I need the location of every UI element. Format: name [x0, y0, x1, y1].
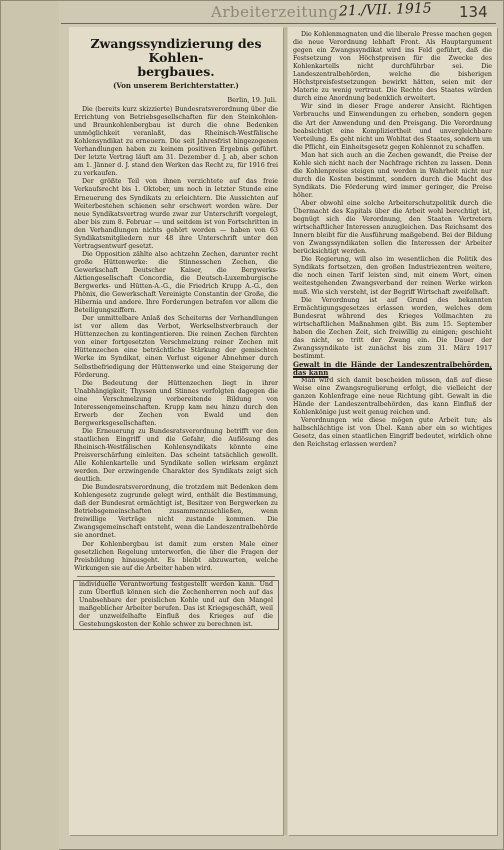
- paragraph: Man wird sich damit bescheiden müssen, daß auf diese Weise eine Zwangsregulierung erfolgt, die vielleicht der ganzen Kohlenfrage eine neue Richtung gibt. Gewalt in die Hände der Landeszentralbehörden, das kann Einfluß der Kohlenkönige just weit genug reichen und.: [293, 377, 492, 417]
- paragraph: Die Bedeutung der Hüttenzechen liegt in ihrer Unabhängigkeit; Thyssen und Stinnes verfolgten dagegen die eine Verschmelzung vorbereitende Bildung von Interessengemeinschaften. Krupp kam neu hinzu durch den Erwerb der Zechen von Ewald und den Bergwerksgesellschaften.: [74, 379, 278, 427]
- right-column: [288, 27, 497, 835]
- page-margin: [1, 1, 59, 850]
- paragraph: Die Kohlenmagnaten und die liberale Presse machen gegen die neue Verordnung lebhaft Front. Als Hauptargument gegen ein Zwangssyndikat wird ins Feld geführt, daß die Festsetzung von Höchstpreisen für die Zwecke des Kohlenkartells nicht durchführbar sei. Die Landeszentralbehörden, welche die bisherigen Höchstpreisfestsetzungen bewirkt hätten, seien mit der Materie zu wenig vertraut. Die Rechte des Staates würden durch eine Anordnung bedenklich erweitert.: [293, 31, 492, 103]
- paragraph: Verordnungen wie diese mögen gute Arbeit tun; als halbschlächtige ist von Übel. Kann aber ein so wichtiges Gesetz, das einen staatlichen Eingriff bedeutet, wirklich ohne den Reichstag erlassen werden?: [293, 417, 492, 449]
- paragraph: Der größte Teil von ihnen verzichtete auf das freie Verkaufsrecht bis 1. Oktober, um noch in letzter Stunde eine Erneuerung des Syndikats zu erleichtern. Die Aussichten auf Weiterbestehen schienen sehr erschwert worden wäre. Der neue Syndikatsvertrag wurde zwar zur Unterschrift vorgelegt, aber bis zum 8. Februar — und seitdem ist von Fortschritten in den Verhandlungen nichts gehört worden — haben von 63 Syndikatsmitgliedern nur 48 ihre Unterschrift unter den Vertragsentwurf gesetzt.: [74, 178, 278, 250]
- divider: [77, 576, 275, 577]
- title-line-1: Zwangssyndizierung des Kohlen-: [90, 36, 262, 65]
- marked-passage: [73, 580, 279, 630]
- paragraph: Man hat sich auch an die Zechen gewandt, die Preise der Kohle sich nicht nach der Nachfrage richten zu lassen. Denn die Kohlenpreise steigen und werden in Wahrheit nicht nur durch die Kosten bestimmt, sondern durch die Macht des Syndikats. Die Förderung wird immer geringer, die Preise höher.: [293, 151, 492, 199]
- article-title: [69, 27, 283, 79]
- byline: (Von unserem Berichterstatter.): [113, 81, 239, 90]
- boxed-note-text: individuelle Verantwortung festgestellt werden kann. Und zum Überfluß können sich die Zechenherren noch auf das Unabsehbare der preislichen Kohle und auf den Mangel maßgeblicher Arbeiter berufen. Das ist Kriegsgeschäft, weil der unzweifelhafte Einfluß des Krieges auf die Gestehungskosten der Kohle schwer zu berechnen ist.: [79, 580, 273, 628]
- underlined-phrase: Gewalt in die Hände der Landeszentralbehörden, das kann: [293, 359, 492, 377]
- handwritten-date: 21./VII. 1915: [338, 0, 432, 20]
- paragraph: Die Verordnung ist auf Grund des bekannten Ermächtigungsgesetzes erlassen worden, welches dem Bundesrat während des Krieges Vollmachten zu wirtschaftlichen Maßnahmen gibt. Bis zum 15. September haben die Zechen Zeit, sich freiwillig zu einigen; geschieht das nicht, so tritt der Zwang ein. Die Dauer der Zwangssyndikate ist zunächst bis zum 31. März 1917 bestimmt.: [293, 296, 492, 360]
- header-rule: [61, 23, 496, 24]
- page-header: [61, 0, 501, 23]
- left-body-text: [69, 106, 283, 573]
- right-body-text: [288, 27, 497, 449]
- fold-line: [284, 27, 287, 835]
- paragraph: Wir sind in dieser Frage anderer Ansicht. Richtigen Verbrauchs und Einwendungen zu erheben, sondern gegen die Art der Anwendung und den Preisgang. Die Verordnung beabsichtigt eine Kompliziertheit und unvergleichbare Verteilung. Es geht nicht um Wohltat des Staates, sondern um die Pflicht, ein Einheitsgesetz gegen Kohlennot zu schaffen.: [293, 103, 493, 151]
- paragraph: Die Erneuerung zu Bundesratsverordnung betrifft vor den staatlichen Eingriff und die Gefahr, die Auflösung des Rheinisch-Westfälischen Kohlensyndikats könnte eine Preisverschärfung einleiten. Das scheint tatsächlich gewollt. Alle Kohlenkartelle und Syndikate sollen wirksam ergänzt werden. Der erzwingende Charakter des Syndikats zeigt sich deutlich.: [74, 427, 278, 484]
- left-column: [69, 27, 283, 835]
- paragraph: Der unmittelbare Anlaß des Scheiterns der Verhandlungen ist vor allem das Verbot, Werkselbstverbrauch der Hüttenzechen zu kontingentieren. Die reinen Zechen fürchten von einer fortgesetzten Verschmelzung reiner Zechen mit Hüttenzechen eine beträchtliche Stärkung der gemischten Werke im Syndikat, einen Verlust eigener Abnehmer durch Selbstbefriedigung der Hüttenwerke und eine Steigerung der Förderung.: [74, 315, 278, 379]
- paragraph: Die (bereits kurz skizzierte) Bundesratsverordnung über die Errichtung von Betriebsgesellschaften für den Steinkohlen- und Braunkohlenbergbau ist durch die ohne Bedenken unmöglichkeit veranlaßt, das Rheinisch-Westfälische Kohlensyndikat zu erneuern. Die seit Jahresfrist hingezogenen Verhandlungen haben zu keinem positiven Ergebnis geführt. Der letzte Vertrag läuft am 31. Dezember d. J. ab, aber schon am 1. Jänner d. J. stand den Werken das Recht zu, für 1916 frei zu verkaufen.: [74, 106, 278, 178]
- paragraph: Aber obwohl eine solche Arbeiterschutzpolitik durch die Übermacht des Kapitals über die Arbeit wohl berechtigt ist, begnügt sich die Verordnung, den Staaten Vertretern wirtschaftlicher Interessen anzugleichen. Das Reichsamt des Innern bleibt für die Ausführung maßgebend. Bei der Bildung von Zwangssyndikaten sollen die Interessen der Arbeiter berücksichtigt werden.: [293, 199, 492, 256]
- paragraph: Die Regierung, will also im wesentlichen die Politik des Syndikats fortsetzen, den großen Industriezentren weitere, die noch einen Tarif leisten sind, mit einem Wort, einen weitestgehenden Zwangsverband der reinen Werke wirken muß. Wie sich versteht, ist der Begriff Wirtschaft zweifelhaft.: [293, 256, 492, 296]
- title-line-2: bergbaues.: [137, 64, 215, 79]
- dateline: Berlin, 19. Juli.: [227, 96, 277, 104]
- paragraph: Der Kohlenbergbau ist damit zum ersten Male einer gesetzlichen Regelung unterworfen, die über die Fragen der Preisbildung hinausgeht. Es bleibt abzuwarten, welche Wirkungen sie auf die Arbeiter haben wird.: [74, 540, 278, 572]
- paragraph: Die Bundesratsverordnung, die trotzdem mit Bedenken dem Kohlengesetz zugrunde gelegt wird, enthält die Bestimmung, daß der Bundesrat ermächtigt ist, Besitzer von Bergwerken zu Betriebsgemeinschaften zusammenzuschließen, wenn freiwillige Verträge nicht zustande kommen. Die Zwangsgemeinschaft entsteht, wenn die Landeszentralbehörde sie anordnet.: [74, 484, 278, 540]
- newspaper-name: Arbeiterzeitung: [211, 3, 339, 21]
- folio-number: 134: [459, 3, 488, 21]
- paragraph: Die Opposition zählte also achtzehn Zechen, darunter recht große Hüttenwerke: die Stinnesschen Zechen, die Gewerkschaft Deutscher Kaiser, die Bergwerks-Aktiengesellschaft Concordia, die Deutsch-Luxemburgische Bergwerks- und Hütten-A.-G., die Friedrich Krupp A.-G., den Phönix, die Gewerkschaft Vereinigte Constantin der Große, die Hibernia und andere. Ihre Forderungen betrafen vor allem die Beteiligungsziffern.: [74, 250, 278, 315]
